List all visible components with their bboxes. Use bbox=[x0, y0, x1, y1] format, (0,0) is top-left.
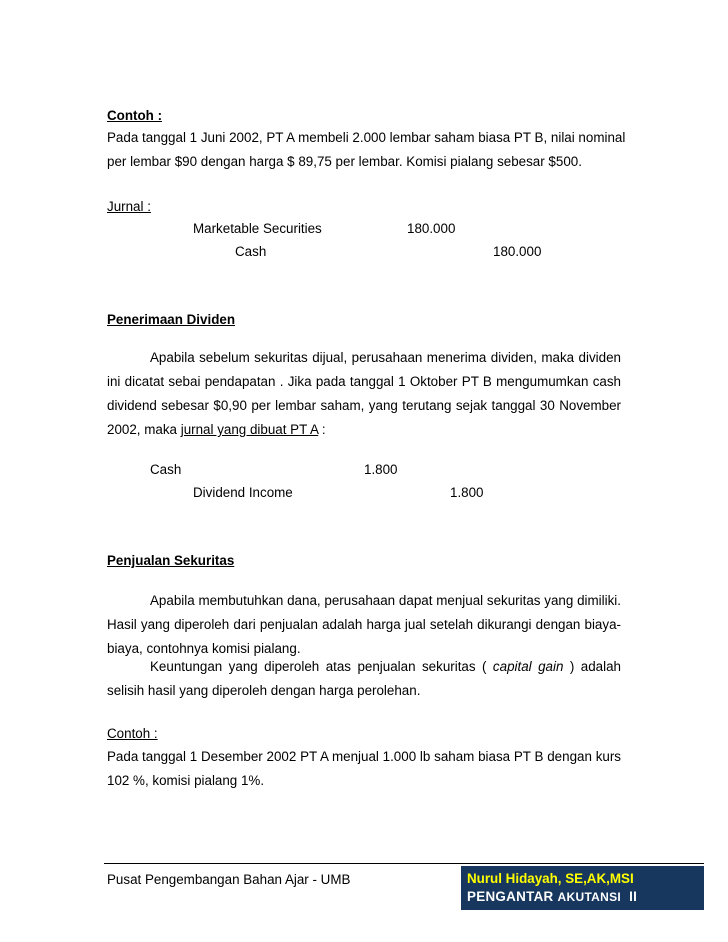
dividend-paragraph-suffix: : bbox=[318, 422, 326, 437]
footer-course bbox=[467, 889, 637, 904]
footer-course-a: PENGANTAR bbox=[467, 889, 558, 904]
dividend-credit-amount: 1.800 bbox=[450, 485, 484, 500]
dividend-credit-account: Dividend Income bbox=[193, 485, 293, 500]
sale-paragraph1: Apabila membutuhkan dana, perusahaan dapat menjual sekuritas yang dimiliki. Hasil yang diperoleh dari penjualan adalah harga jual setelah dikurangi dengan biaya-biaya, contohnya komisi pialang. bbox=[107, 593, 621, 656]
dividend-debit-account: Cash bbox=[150, 462, 182, 477]
example2-heading: Contoh : bbox=[107, 726, 158, 741]
footer-course-b: AKUTANSI bbox=[557, 890, 622, 904]
sale-capital-gain: capital gain bbox=[492, 659, 564, 674]
dividend-paragraph-text: Apabila sebelum sekuritas dijual, perusahaan menerima dividen, maka dividen ini dicatat sebai pendapatan . Jika pada tanggal 1 Oktober PT B mengumumkan cash dividend sebesar $0,90 per lembar saham, yang terutang sejak tanggal 30 November 2002, maka bbox=[107, 350, 621, 437]
journal1-label: Jurnal : bbox=[107, 199, 151, 214]
journal1-credit-amount: 180.000 bbox=[493, 244, 542, 259]
sale-paragraph2 bbox=[107, 655, 621, 703]
footer-course-c: II bbox=[621, 889, 638, 904]
footer-author: Nurul Hidayah, SE,AK,MSI bbox=[467, 871, 634, 886]
example1-heading: Contoh : bbox=[107, 108, 163, 123]
journal1-debit-account: Marketable Securities bbox=[193, 221, 322, 236]
sale-heading: Penjualan Sekuritas bbox=[107, 553, 235, 568]
sale-paragraph2-before: Keuntungan yang diperoleh atas penjualan sekuritas ( bbox=[150, 659, 487, 674]
dividend-paragraph bbox=[107, 346, 621, 442]
footer-author-box bbox=[461, 866, 704, 910]
dividend-journal-link: jurnal yang dibuat PT A bbox=[180, 422, 319, 437]
footer-divider bbox=[104, 863, 704, 864]
example1-line2: per lembar $90 dengan harga $ 89,75 per lembar. Komisi pialang sebesar $500. bbox=[107, 154, 582, 169]
sale-paragraph2-after: ) adalah selisih hasil yang diperoleh dengan harga perolehan. bbox=[107, 659, 621, 698]
dividend-heading: Penerimaan Dividen bbox=[107, 312, 236, 327]
footer-left-text: Pusat Pengembangan Bahan Ajar - UMB bbox=[107, 872, 351, 887]
example2-paragraph: Pada tanggal 1 Desember 2002 PT A menjual 1.000 lb saham biasa PT B dengan kurs 102 %, komisi pialang 1%. bbox=[107, 749, 621, 788]
journal1-credit-account: Cash bbox=[235, 244, 267, 259]
dividend-debit-amount: 1.800 bbox=[364, 462, 398, 477]
journal1-debit-amount: 180.000 bbox=[407, 221, 456, 236]
example1-line1: Pada tanggal 1 Juni 2002, PT A membeli 2.000 lembar saham biasa PT B, nilai nominal bbox=[107, 130, 626, 145]
